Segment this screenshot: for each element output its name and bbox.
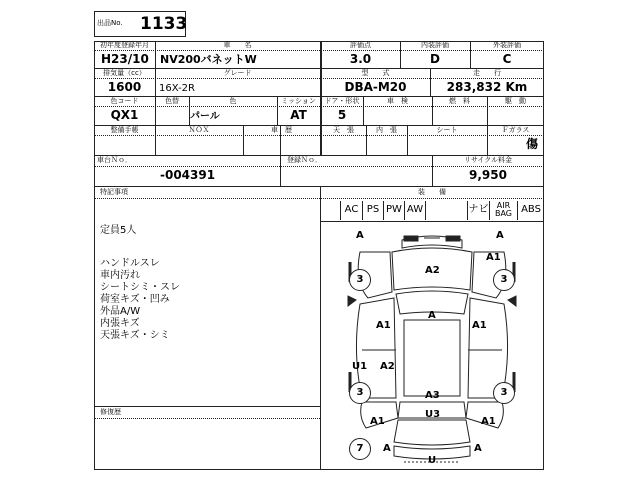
remark-6: 内張キズ: [100, 318, 140, 329]
remark-2: 車内汚れ: [100, 270, 140, 281]
mileage-value: 283,832 Km: [446, 80, 528, 94]
damage-hood: A2: [425, 265, 440, 276]
interior-label: 内装評価: [421, 41, 449, 49]
damage-u1-left: U1: [352, 361, 368, 372]
history-label: 車 歴: [271, 126, 292, 134]
car-damage-diagram: [320, 222, 544, 470]
tire-spare: 7: [349, 438, 371, 460]
color-tone-label: 色替: [165, 97, 179, 105]
recycle-value: 9,950: [469, 168, 507, 182]
remarks-label: 特記事項: [100, 188, 128, 196]
score-label: 評価点: [350, 41, 371, 49]
displacement-label: 排気量（cc）: [103, 69, 146, 77]
remark-3: シートシミ・スレ: [100, 282, 180, 293]
equipment-blank: [425, 201, 467, 220]
damage-bumper-left: A: [383, 443, 391, 454]
equipment-ac: AC: [340, 201, 362, 220]
equipment-navi: ナビ: [467, 201, 489, 220]
damage-rear-right: A1: [481, 416, 496, 427]
damage-fender-right: A1: [486, 252, 501, 263]
type-value: DBA-M20: [344, 80, 407, 94]
damage-door-right: A1: [472, 320, 487, 331]
damage-rear-glass: A3: [425, 390, 440, 401]
damage-door-left: A1: [376, 320, 391, 331]
rule: [94, 166, 544, 167]
repair-label: 修復歴: [100, 408, 121, 416]
sunroof-label: 天 張: [333, 126, 354, 134]
transmission-value: AT: [290, 108, 307, 122]
chassis-label: 車台Ｎｏ．: [97, 156, 132, 164]
color-code-value: QX1: [110, 108, 139, 122]
damage-front-left: A: [356, 230, 364, 241]
remark-5: 外品A/W: [100, 306, 141, 317]
color-code-label: 色コード: [110, 97, 139, 105]
equipment-ps: PS: [362, 201, 383, 220]
color-label: 色: [229, 97, 237, 105]
damage-roof: A: [428, 310, 436, 321]
f-glass-label: Ｆガラス: [501, 126, 530, 134]
registration-label: 登録Ｎｏ．: [287, 156, 322, 164]
lot-label: 出品No.: [97, 19, 123, 27]
damage-bottom: U: [428, 455, 437, 466]
rule: [94, 106, 544, 107]
rule: [94, 418, 320, 419]
remark-1: ハンドルスレ: [100, 258, 160, 269]
rule: [280, 155, 281, 186]
recycle-label: リサイクル料金: [463, 156, 513, 164]
tire-front-right: 3: [493, 269, 515, 291]
equipment-label: 装 備: [418, 188, 446, 196]
exterior-label: 外装評価: [493, 41, 521, 49]
model-value: NV200バネットW: [160, 53, 257, 66]
remark-capacity: 定員5人: [100, 225, 137, 236]
damage-back-door: U3: [425, 409, 441, 420]
model-label: 車 名: [223, 41, 252, 49]
rule: [94, 186, 544, 187]
color-value: パール: [190, 111, 220, 122]
transmission-label: ミッション: [281, 97, 316, 105]
mileage-label: 走 行: [473, 69, 501, 77]
doors-label: ドア・形状: [324, 97, 360, 105]
rule: [94, 78, 544, 79]
type-label: 型 式: [361, 69, 390, 77]
equipment-aw: AW: [404, 201, 425, 220]
tire-rear-right: 3: [493, 382, 515, 404]
nox-label: ＮＯＸ: [188, 126, 210, 134]
chassis-value: -004391: [160, 168, 216, 182]
tire-front-left: 3: [349, 269, 371, 291]
doors-value: 5: [337, 108, 347, 122]
rule: [94, 135, 544, 136]
interior-2-label: 内 張: [376, 126, 397, 134]
first-reg-value: H23/10: [101, 52, 149, 66]
damage-bumper-right: A: [474, 443, 482, 454]
fuel-label: 燃 料: [449, 97, 470, 105]
drive-label: 駆 動: [505, 97, 526, 105]
inspection-label: 車 検: [387, 97, 408, 105]
damage-rear-left: A1: [370, 416, 385, 427]
first-reg-label: 初年度登録年月: [100, 41, 149, 49]
grade-value: 16X-2R: [159, 83, 195, 94]
manual-label: 整備手帳: [110, 126, 139, 134]
rule: [94, 50, 544, 51]
lot-number: 1133: [140, 14, 188, 34]
equipment-airbag: AIR BAG: [489, 201, 517, 220]
displacement-value: 1600: [107, 80, 142, 94]
tire-rear-left: 3: [349, 382, 371, 404]
f-glass-value: 傷: [525, 137, 538, 151]
grade-label: グレード: [223, 69, 252, 77]
score-value: 3.0: [349, 52, 372, 66]
exterior-value: C: [502, 52, 512, 66]
equipment-abs: ABS: [517, 201, 544, 220]
remark-7: 天張キズ・シミ: [100, 330, 170, 341]
rule: [94, 406, 320, 407]
damage-front-right: A: [496, 230, 504, 241]
rule: [94, 198, 544, 199]
seat-label: シート: [436, 126, 458, 134]
remark-4: 荷室キズ・凹み: [100, 294, 170, 305]
equipment-pw: PW: [383, 201, 404, 220]
damage-side-a2: A2: [380, 361, 395, 372]
interior-value: D: [430, 52, 440, 66]
